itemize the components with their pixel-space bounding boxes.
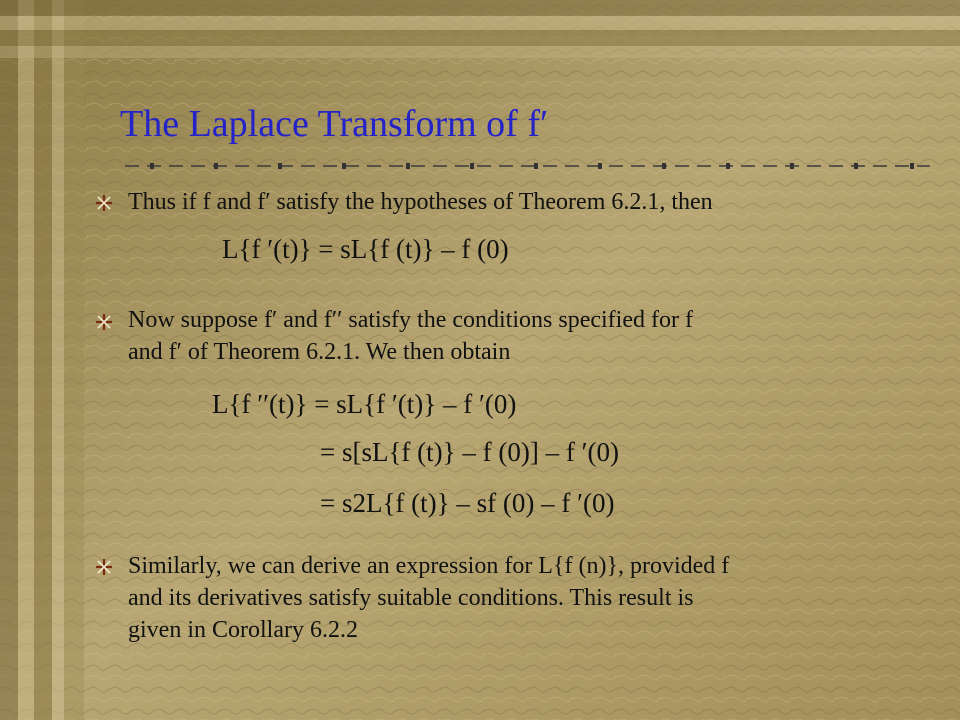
equation-3: = s[sL{f (t)} – f (0)] – f ′(0) — [320, 437, 619, 467]
bullet-2-line-1: Now suppose f′ and f′′ satisfy the conditions specified for f — [128, 307, 693, 333]
equation-4: = s2L{f (t)} – sf (0) – f ′(0) — [320, 488, 615, 518]
bullet-3-line-1: Similarly, we can derive an expression for L{f (n)}, provided f — [128, 553, 730, 579]
asterisk-bullet-icon — [94, 312, 114, 332]
asterisk-bullet-icon — [94, 193, 114, 213]
bullet-3-line-2: and its derivatives satisfy suitable conditions. This result is — [128, 585, 694, 611]
bullet-2-line-2: and f′ of Theorem 6.2.1. We then obtain — [128, 339, 511, 365]
bullet-1-line-1: Thus if f and f′ satisfy the hypotheses of Theorem 6.2.1, then — [128, 189, 713, 215]
equation-1: L{f ′(t)} = sL{f (t)} – f (0) — [222, 234, 509, 264]
equation-2: L{f ′′(t)} = sL{f ′(t)} – f ′(0) — [212, 389, 517, 419]
bullet-2-text — [128, 304, 693, 368]
slide-title: The Laplace Transform of f′ — [120, 103, 549, 145]
bullet-1-text — [128, 186, 713, 218]
bullet-3-text — [128, 550, 729, 646]
asterisk-bullet-icon — [94, 557, 114, 577]
bullet-3-line-3: given in Corollary 6.2.2 — [128, 617, 358, 643]
